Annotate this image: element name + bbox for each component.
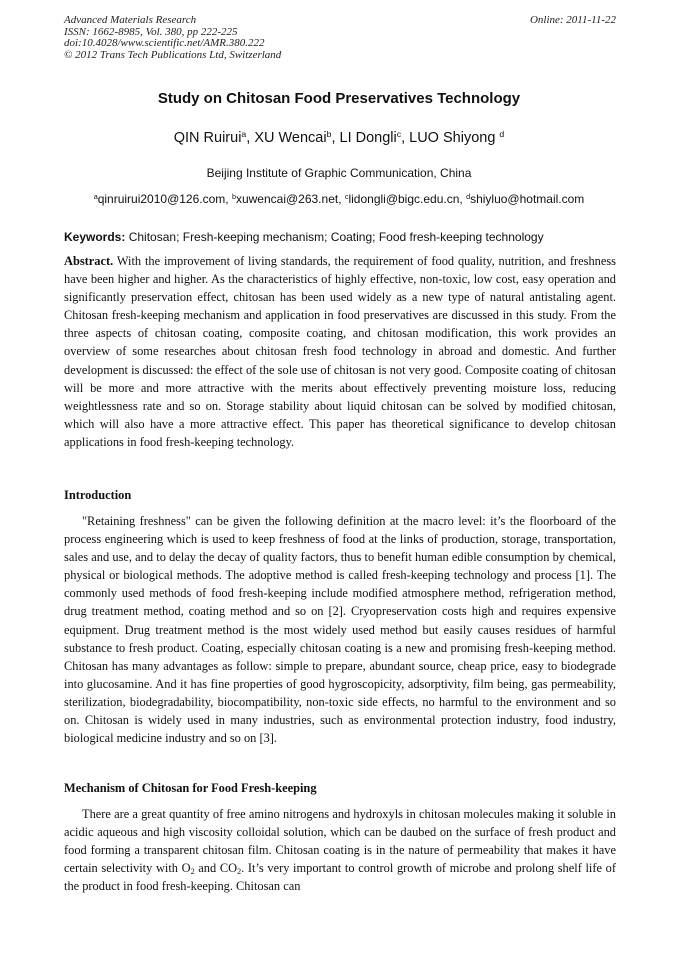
mechanism-text-3: . It’s very important to control growth of microbe and prolong shelf life of the product in food fresh-keeping. Chitosan can: [64, 861, 616, 894]
author-sup: b: [326, 129, 332, 140]
introduction-heading: Introduction: [64, 488, 132, 502]
journal-name: Advanced Materials Research: [64, 14, 197, 26]
abstract-label: Abstract.: [64, 254, 114, 268]
online-date: Online: 2011-11-22: [529, 14, 616, 26]
email-list: $^a$qinruirui2010@126.com, $^b$xuwencai@263.net, $^c$lidongli@bigc.edu.cn, $^d$shiyluo@hotmail.com: [93, 192, 585, 206]
copyright-line: © 2012 Trans Tech Publications Ltd, Switzerland: [64, 48, 282, 61]
email-address[interactable]: qinruirui2010@126.com: [97, 192, 226, 206]
abstract-text: With the improvement of living standards, the requirement of food quality, nutrition, and freshness have been higher and higher. As the characteristics of highly effective, non-toxic, low cost, easy operation and significantly preservation effect, chitosan has been used widely as a new type of natural antistaling agent. Chitosan fresh-keeping mechanism and application in food preservatives are discussed in this study. From the three aspects of chitosan coating, composite coating, and chitosan modification, this work provides an overview of some researches about chitosan fresh food technology in abroad and domestic. And further development is discussed: the effect of the sole use of chitosan is not very good. Composite coating of chitosan will be more and more attractive with the merits about effectively preventing moisture loss, reducing weightlessness rate and so on. Storage stability about liquid chitosan can be solved by modified chitosan, which will also have a more attractive effect. This paper has theoretical significance to develop chitosan applications in food fresh-keeping technology.: [64, 254, 616, 449]
journal-header: [64, 15, 616, 61]
email-sup: b: [231, 192, 236, 202]
subscript: 2: [237, 867, 242, 877]
email-address[interactable]: xuwencai@263.net: [235, 192, 339, 206]
abstract-paragraph: [64, 252, 616, 451]
email-sup: a: [93, 192, 98, 202]
mechanism-text-2: and CO: [194, 861, 238, 876]
email-address[interactable]: lidongli@bigc.edu.cn: [348, 192, 460, 206]
keywords-text: Chitosan; Fresh-keeping mechanism; Coating; Food fresh-keeping technology: [128, 230, 544, 244]
email-address[interactable]: shiyluo@hotmail.com: [470, 192, 585, 206]
keywords-line: [64, 230, 616, 244]
introduction-paragraph: "Retaining freshness" can be given the following definition at the macro level: it’s the floorboard of the process engineering which is used to keep freshness of food at the links of production, storage, transportation, sales and use, and to delay the decay of quality factors, thus to benefit human edible consumption by chemical, physical or biological methods. The adoptive method is called fresh-keeping technology and process [1]. The commonly used methods of food fresh-keeping include modified atmosphere method, refrigeration method, drug treatment method, coating method and so on [2]. Cryopreservation costs high and requires expensive equipment. Drug treatment method is the most widely used method but easily causes residues of harmful substance to fresh product. Coating, especially chitosan coating is a new and promising fresh-keeping method. Chitosan has many advantages as follow: simple to prepare, abundant source, cheap price, easy to biodegrade into glucosamine. And it has fine properties of good hygroscopicity, adsorptivity, film being, gas permeability, sterilization, biodegradability, biocompatibility, non-toxic side effects, no harmful to the environment and so on. Chitosan is widely used in many industries, such as environmental protection industry, food industry, biological medicine industry and so on [3].: [64, 514, 616, 746]
author-name: XU Wencai: [254, 130, 327, 146]
email-sup: d: [466, 192, 471, 202]
author-name: LI Dongli: [339, 130, 397, 146]
author-name: LUO Shiyong: [409, 130, 496, 146]
mechanism-text-1: There are a great quantity of free amino nitrogens and hydroxyls in chitosan molecules making it soluble in acidic aqueous and high viscosity colloidal solution, which can be daubed on the surface of fresh product and food forming a transparent chitosan film. Chitosan coating is in the nature of permeability that makes it have certain selectivity with O: [64, 807, 616, 876]
email-sup: c: [344, 192, 349, 202]
author-name: QIN Ruirui: [173, 130, 242, 146]
author-list: QIN Ruirui$^a$, XU Wencai$^b$, LI Dongli$^c$, LUO Shiyong $^d$: [173, 129, 505, 146]
keywords-label: Keywords:: [64, 230, 126, 244]
author-sup: a: [241, 129, 247, 140]
mechanism-paragraph: [64, 805, 616, 895]
author-sup: d: [499, 129, 505, 140]
subscript: 2: [190, 867, 195, 877]
paper-title: Study on Chitosan Food Preservatives Technology: [157, 90, 521, 107]
affiliation: Beijing Institute of Graphic Communication, China: [206, 166, 472, 180]
author-sup: c: [396, 129, 402, 140]
doi-line[interactable]: doi:10.4028/www.scientific.net/AMR.380.222: [64, 37, 265, 49]
mechanism-heading: Mechanism of Chitosan for Food Fresh-keeping: [64, 781, 317, 795]
issn-line: ISSN: 1662-8985, Vol. 380, pp 222-225: [64, 25, 238, 38]
